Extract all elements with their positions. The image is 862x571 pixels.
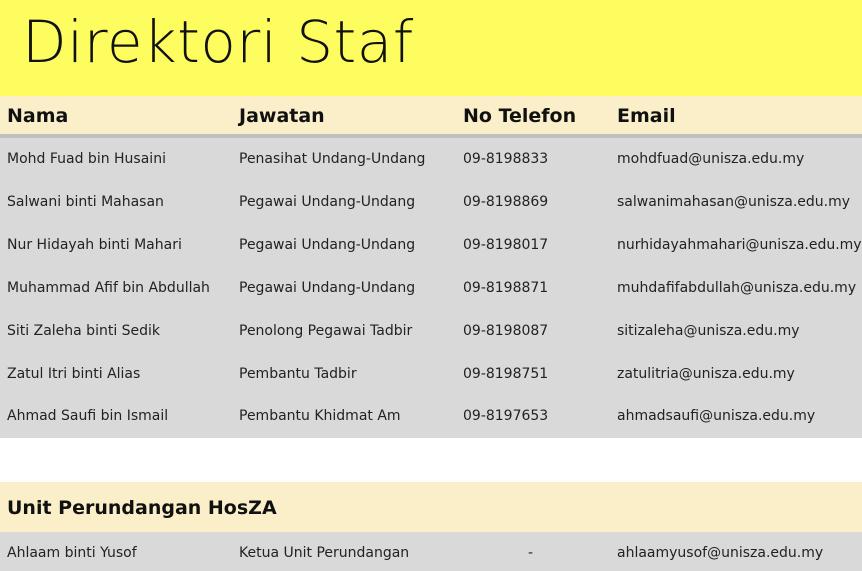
staff-phone: 09-8197653 — [463, 408, 549, 424]
staff-phone: 09-8198869 — [463, 194, 549, 210]
table-row — [0, 395, 862, 438]
staff-email: ahlaamyusof@unisza.edu.my — [617, 545, 824, 561]
staff-phone: 09-8198751 — [463, 366, 549, 382]
staff-name: Zatul Itri binti Alias — [7, 366, 141, 382]
staff-position: Ketua Unit Perundangan — [239, 545, 410, 561]
staff-position: Pegawai Undang-Undang — [239, 194, 416, 210]
section-table — [0, 532, 862, 571]
column-header-nama: Nama — [7, 105, 69, 127]
staff-table — [0, 138, 862, 438]
staff-name: Ahlaam binti Yusof — [7, 545, 137, 561]
page-title: Direktori Staf — [22, 8, 414, 76]
staff-email: nurhidayahmahari@unisza.edu.my — [617, 237, 862, 253]
staff-phone: 09-8198871 — [463, 280, 549, 296]
staff-email: sitizaleha@unisza.edu.my — [617, 323, 800, 339]
column-header-email: Email — [617, 105, 676, 127]
table-row — [0, 181, 862, 224]
staff-email: muhdafifabdullah@unisza.edu.my — [617, 280, 857, 296]
staff-name: Ahmad Saufi bin Ismail — [7, 408, 169, 424]
staff-name: Salwani binti Mahasan — [7, 194, 164, 210]
section-header — [0, 482, 862, 532]
title-banner — [0, 0, 862, 96]
section-title: Unit Perundangan HosZA — [7, 497, 277, 519]
staff-position: Pegawai Undang-Undang — [239, 237, 416, 253]
staff-position: Pembantu Khidmat Am — [239, 408, 401, 424]
staff-email: zatulitria@unisza.edu.my — [617, 366, 795, 382]
table-row — [0, 224, 862, 267]
staff-position: Pembantu Tadbir — [239, 366, 357, 382]
column-header-no-telefon: No Telefon — [463, 105, 577, 127]
staff-email: ahmadsaufi@unisza.edu.my — [617, 408, 816, 424]
staff-phone: 09-8198833 — [463, 151, 549, 167]
staff-name: Muhammad Afif bin Abdullah — [7, 280, 210, 296]
table-row — [0, 310, 862, 353]
staff-name: Siti Zaleha binti Sedik — [7, 323, 161, 339]
staff-name: Mohd Fuad bin Husaini — [7, 151, 166, 167]
staff-position: Penolong Pegawai Tadbir — [239, 323, 413, 339]
staff-name: Nur Hidayah binti Mahari — [7, 237, 182, 253]
staff-phone: 09-8198017 — [463, 237, 549, 253]
staff-email: salwanimahasan@unisza.edu.my — [617, 194, 851, 210]
table-row — [0, 267, 862, 310]
staff-phone: - — [528, 545, 534, 561]
table-row — [0, 532, 862, 571]
table-header — [0, 96, 862, 138]
staff-position: Penasihat Undang-Undang — [239, 151, 426, 167]
column-header-jawatan: Jawatan — [239, 105, 325, 127]
staff-email: mohdfuad@unisza.edu.my — [617, 151, 805, 167]
table-row — [0, 138, 862, 181]
staff-position: Pegawai Undang-Undang — [239, 280, 416, 296]
table-row — [0, 353, 862, 396]
staff-phone: 09-8198087 — [463, 323, 549, 339]
